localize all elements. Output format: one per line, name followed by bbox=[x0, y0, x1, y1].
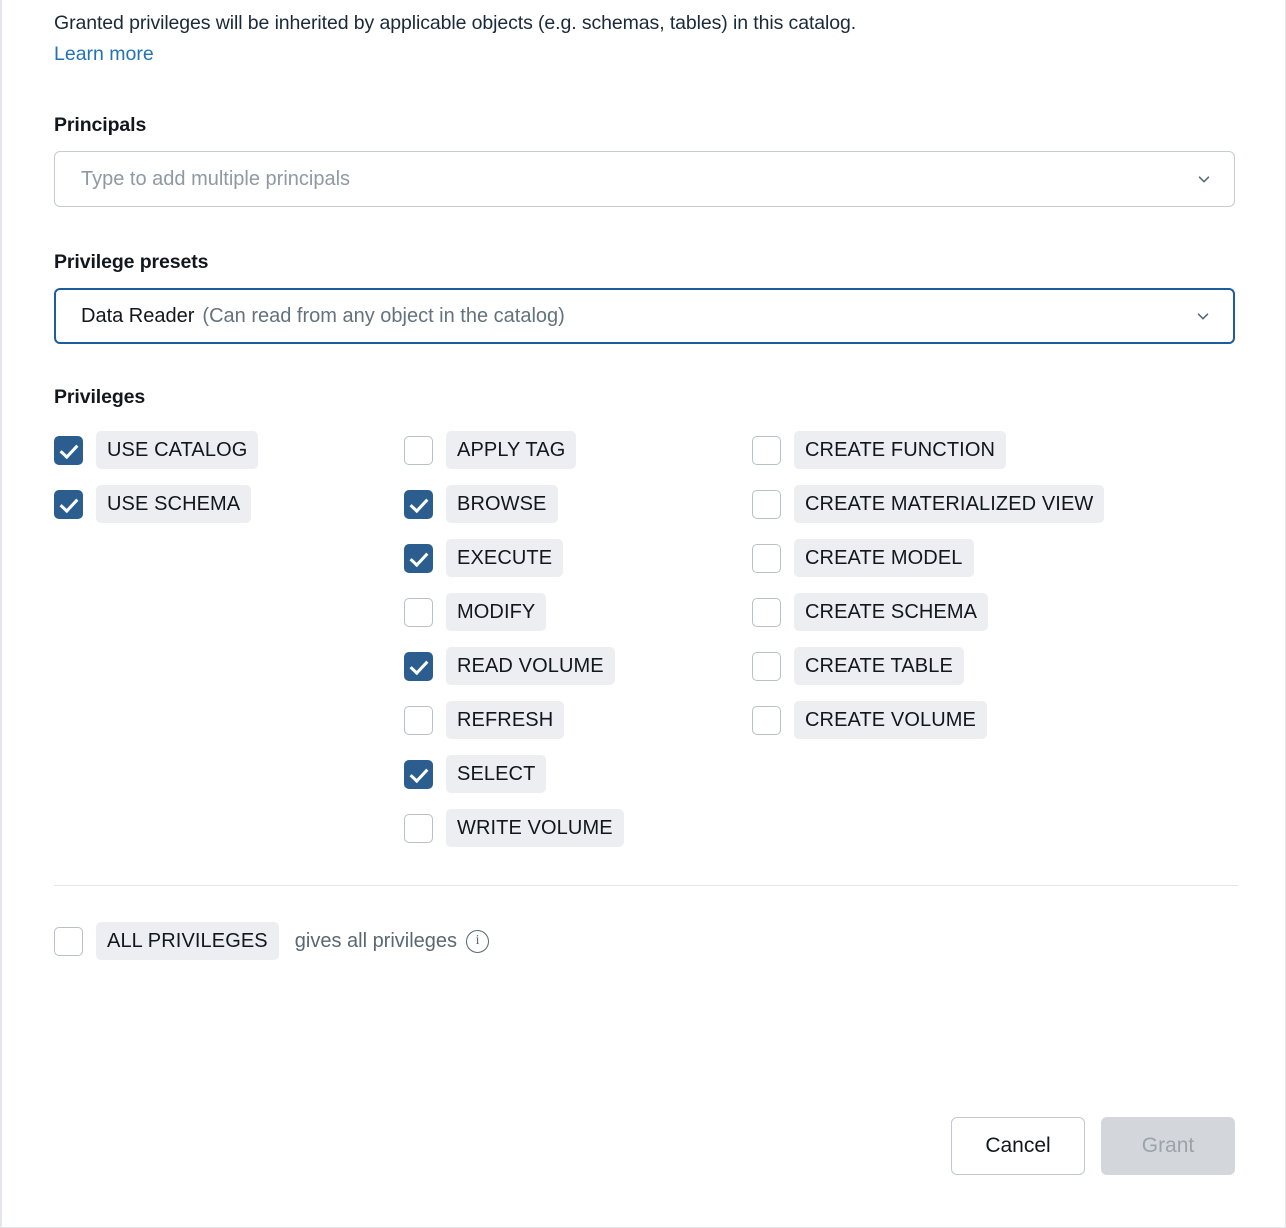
privileges-grid bbox=[54, 429, 1235, 861]
privilege-row[interactable] bbox=[404, 537, 752, 579]
privilege-checkbox[interactable] bbox=[752, 436, 781, 465]
privilege-checkbox[interactable] bbox=[404, 490, 433, 519]
privilege-checkbox[interactable] bbox=[404, 544, 433, 573]
privilege-label: BROWSE bbox=[446, 485, 558, 523]
privilege-label: CREATE MODEL bbox=[794, 539, 974, 577]
learn-more-link[interactable]: Learn more bbox=[54, 43, 154, 65]
section-divider bbox=[54, 885, 1238, 886]
privilege-preset-selected: Data Reader bbox=[81, 304, 195, 327]
privileges-label: Privileges bbox=[54, 386, 146, 408]
grant-button[interactable]: Grant bbox=[1101, 1117, 1235, 1175]
all-privileges-label: ALL PRIVILEGES bbox=[96, 922, 279, 960]
privilege-checkbox[interactable] bbox=[752, 652, 781, 681]
principals-placeholder: Type to add multiple principals bbox=[81, 167, 351, 190]
principals-label: Principals bbox=[54, 114, 147, 136]
privilege-label: WRITE VOLUME bbox=[446, 809, 624, 847]
privilege-row[interactable] bbox=[404, 807, 752, 849]
privileges-column-2 bbox=[404, 429, 752, 861]
chevron-down-icon[interactable] bbox=[1194, 169, 1214, 189]
privilege-checkbox[interactable] bbox=[404, 706, 433, 735]
privilege-label: EXECUTE bbox=[446, 539, 563, 577]
privileges-column-3 bbox=[752, 429, 1172, 861]
privilege-checkbox[interactable] bbox=[752, 706, 781, 735]
privilege-row[interactable] bbox=[752, 699, 1172, 741]
privilege-label: READ VOLUME bbox=[446, 647, 615, 685]
privilege-checkbox[interactable] bbox=[404, 652, 433, 681]
privilege-row[interactable] bbox=[752, 645, 1172, 687]
privilege-row[interactable] bbox=[54, 483, 404, 525]
privilege-presets-label: Privilege presets bbox=[54, 251, 209, 273]
privilege-checkbox[interactable] bbox=[752, 490, 781, 519]
all-privileges-note: gives all privileges bbox=[294, 929, 458, 952]
privilege-label: SELECT bbox=[446, 755, 546, 793]
privilege-label: CREATE VOLUME bbox=[794, 701, 987, 739]
privilege-checkbox[interactable] bbox=[752, 598, 781, 627]
all-privileges-checkbox[interactable] bbox=[54, 927, 83, 956]
cancel-button[interactable]: Cancel bbox=[951, 1117, 1085, 1175]
privilege-checkbox[interactable] bbox=[404, 436, 433, 465]
privilege-checkbox[interactable] bbox=[404, 598, 433, 627]
privilege-row[interactable] bbox=[404, 591, 752, 633]
privilege-row[interactable] bbox=[54, 429, 404, 471]
chevron-down-icon[interactable] bbox=[1193, 306, 1213, 326]
privilege-label: CREATE MATERIALIZED VIEW bbox=[794, 485, 1104, 523]
privilege-checkbox[interactable] bbox=[54, 490, 83, 519]
privilege-row[interactable] bbox=[404, 753, 752, 795]
privilege-checkbox[interactable] bbox=[54, 436, 83, 465]
privilege-presets-select[interactable] bbox=[54, 288, 1235, 344]
privilege-row[interactable] bbox=[404, 483, 752, 525]
privilege-row[interactable] bbox=[752, 483, 1172, 525]
privilege-checkbox[interactable] bbox=[404, 760, 433, 789]
privilege-label: USE CATALOG bbox=[96, 431, 258, 469]
privilege-row[interactable] bbox=[752, 429, 1172, 471]
privilege-label: MODIFY bbox=[446, 593, 546, 631]
info-icon[interactable]: i bbox=[466, 930, 489, 953]
privilege-row[interactable] bbox=[752, 537, 1172, 579]
privilege-label: REFRESH bbox=[446, 701, 564, 739]
privileges-column-1 bbox=[54, 429, 404, 861]
intro-text: Granted privileges will be inherited by applicable objects (e.g. schemas, tables) in this catalog. bbox=[54, 12, 857, 34]
privilege-row[interactable] bbox=[752, 591, 1172, 633]
privilege-preset-description: (Can read from any object in the catalog) bbox=[202, 304, 565, 327]
privilege-label: CREATE FUNCTION bbox=[794, 431, 1006, 469]
privilege-label: CREATE TABLE bbox=[794, 647, 964, 685]
privilege-checkbox[interactable] bbox=[404, 814, 433, 843]
dialog-footer bbox=[951, 1117, 1235, 1175]
privilege-row[interactable] bbox=[404, 429, 752, 471]
privilege-label: APPLY TAG bbox=[446, 431, 576, 469]
privilege-label: CREATE SCHEMA bbox=[794, 593, 988, 631]
principals-input[interactable] bbox=[54, 151, 1235, 207]
privilege-row[interactable] bbox=[404, 699, 752, 741]
privilege-checkbox[interactable] bbox=[752, 544, 781, 573]
all-privileges-row[interactable] bbox=[54, 922, 1235, 960]
privilege-row[interactable] bbox=[404, 645, 752, 687]
privilege-label: USE SCHEMA bbox=[96, 485, 251, 523]
